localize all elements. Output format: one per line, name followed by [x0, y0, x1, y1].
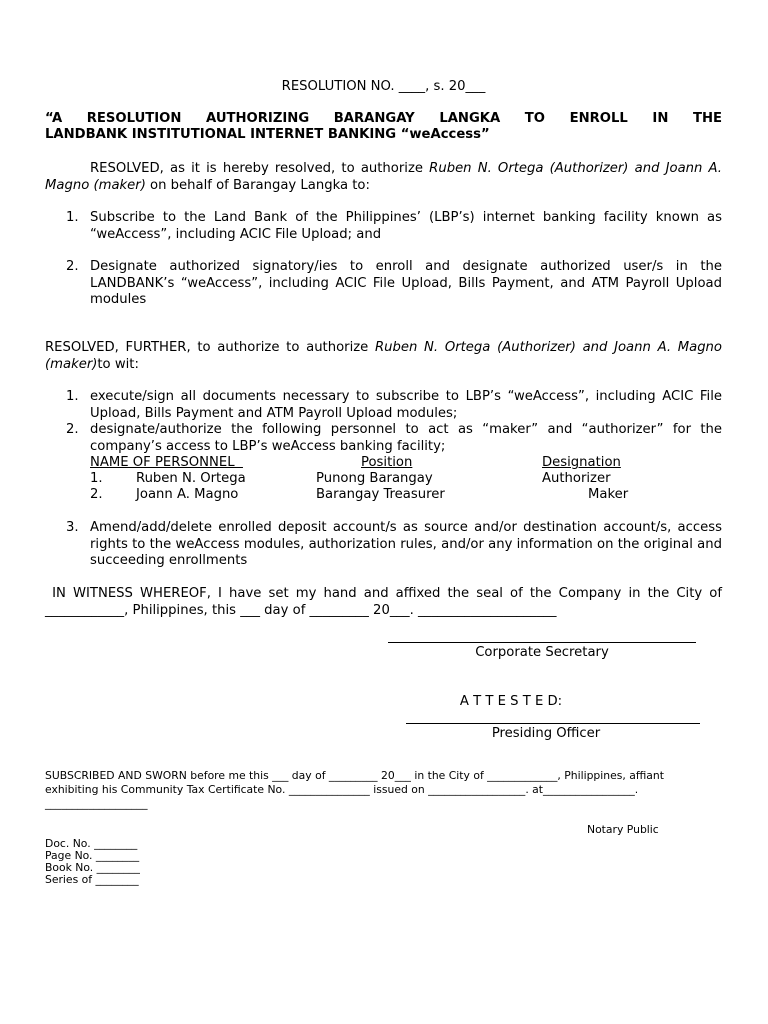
list-text: execute/sign all documents necessary to subscribe to LBP’s “weAccess”, including ACIC File Upload, Bills Payment and ATM Payroll Upload modules; — [90, 389, 722, 421]
table-header-name: NAME OF PERSONNEL — [90, 455, 243, 470]
page-number: Page No. ________ — [45, 849, 140, 862]
notary-public-label: Notary Public — [587, 823, 659, 836]
attested-label: A T T E S T E D: — [459, 694, 563, 709]
row-position: Barangay Treasurer — [316, 487, 445, 502]
signature-line — [388, 642, 696, 643]
resolved-names: Ruben N. Ortega (Authorizer) and Joann A. Magno (maker) — [45, 161, 722, 193]
row-designation: Authorizer — [542, 471, 611, 486]
resolution-number: RESOLUTION NO. ____, s. 20___ — [281, 79, 486, 94]
list-number: 1. — [66, 210, 79, 225]
row-designation: Maker — [588, 487, 629, 502]
row-name: Joann A. Magno — [136, 487, 239, 502]
personnel-table — [0, 455, 768, 505]
row-number: 1. — [90, 471, 103, 486]
list-text: Subscribe to the Land Bank of the Philippines’ (LBP’s) internet banking facility known as “weAccess”, including ACIC File Upload; and — [90, 210, 722, 242]
series-of: Series of ________ — [45, 873, 139, 886]
resolved-paragraph — [45, 161, 722, 194]
resolved-further-tail: to wit: — [97, 356, 139, 372]
signature-line — [406, 723, 700, 724]
list-item — [66, 422, 722, 455]
list-text: Designate authorized signatory/ies to enroll and designate authorized user/s in the LANDBANK’s “weAccess”, including ACIC File Upload, Bills Payment, and ATM Payroll Upload modules — [90, 259, 722, 307]
book-number: Book No. ________ — [45, 861, 140, 874]
list-item — [66, 259, 722, 309]
table-header-position: Position — [361, 455, 413, 470]
table-row — [0, 471, 768, 487]
table-row — [0, 487, 768, 503]
resolved-further-paragraph — [45, 340, 722, 373]
sworn-statement: SUBSCRIBED AND SWORN before me this ___ day of _________ 20___ in the City of _____________, Philippines, affiant exhibiting his Community Tax Certificate No. _______________ issued on __________________. at_________________. ___________________ — [45, 769, 665, 810]
table-header-designation: Designation — [542, 455, 621, 470]
corporate-secretary-label: Corporate Secretary — [475, 645, 609, 660]
row-name: Ruben N. Ortega — [136, 471, 246, 486]
list-item — [66, 210, 722, 243]
list-number: 1. — [66, 389, 79, 404]
presiding-officer-label: Presiding Officer — [491, 726, 601, 741]
row-number: 2. — [90, 487, 103, 502]
doc-number: Doc. No. ________ — [45, 837, 138, 850]
list-number: 3. — [66, 520, 79, 535]
resolved-further-names: Ruben N. Ortega (Authorizer) and Joann A. Magno (maker) — [45, 340, 722, 372]
title-line-1: “A RESOLUTION AUTHORIZING BARANGAY LANGKA TO ENROLL IN THE — [45, 111, 722, 126]
resolved-further-lead: RESOLVED, FURTHER, to authorize to authorize — [45, 340, 375, 355]
witness-paragraph: IN WITNESS WHEREOF, I have set my hand and affixed the seal of the Company in the City of ____________, Philippines, this ___ day of _________ 20___. _____________________ — [45, 586, 727, 618]
list-item — [66, 389, 722, 422]
list-text: designate/authorize the following personnel to act as “maker” and “authorizer” for the company’s access to LBP’s weAccess banking facility; — [90, 422, 722, 454]
resolved-lead: RESOLVED, as it is hereby resolved, to authorize — [90, 161, 430, 176]
resolved-tail: on behalf of Barangay Langka to: — [145, 177, 370, 193]
list-number: 2. — [66, 259, 79, 274]
row-position: Punong Barangay — [316, 471, 433, 486]
title-line-2: LANDBANK INSTITUTIONAL INTERNET BANKING “weAccess” — [45, 127, 490, 142]
list-text: Amend/add/delete enrolled deposit account/s as source and/or destination account/s, access rights to the weAccess modules, authorization rules, and/or any information on the original and succeeding enrollments — [90, 520, 722, 568]
list-item — [66, 520, 722, 570]
list-number: 2. — [66, 422, 79, 437]
